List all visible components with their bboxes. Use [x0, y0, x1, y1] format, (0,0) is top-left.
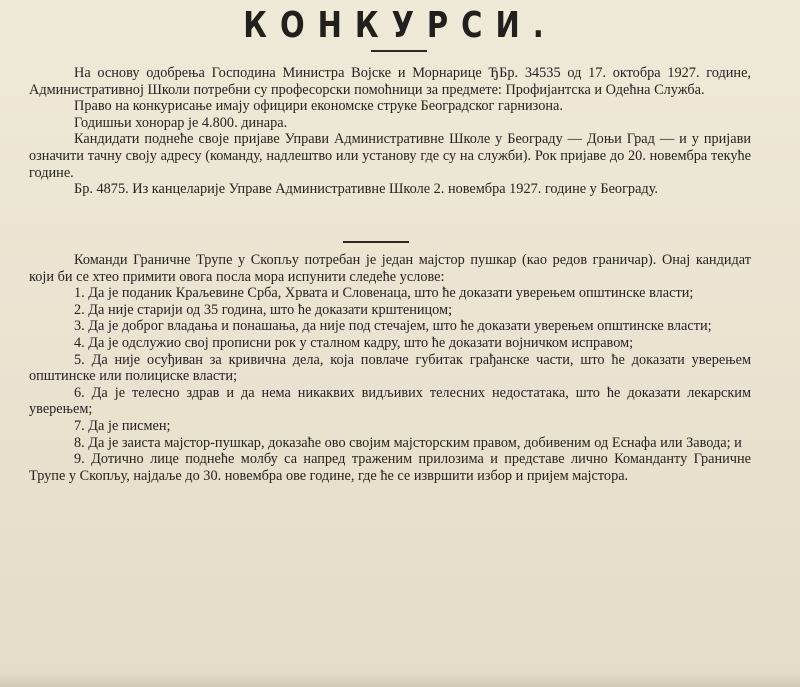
- condition-item: 3. Да је доброг владања и понашања, да није под стечајем, што ће доказати уверењем општинске власти;: [74, 318, 712, 335]
- page-title: КОНКУРСИ.: [243, 4, 557, 46]
- condition-item: 6. Да је телесно здрав и да нема никаквих видљивих телесних недостатака, што ће доказати лекарским уверењем;: [29, 384, 751, 418]
- paragraph: Бр. 4875. Из канцеларије Управе Административне Школе 2. новембра 1927. године у Београду.: [74, 181, 658, 198]
- condition-item: 9. Дотично лице поднеће молбу са напред траженим прилозима и представе лично Команданту Граничне Трупе у Скопљу, најдаље до 30. новембра ове године, где ће се извршити избор и пријем мајстора.: [29, 451, 751, 484]
- announcement-border-troop: [29, 252, 751, 484]
- paragraph: Право на конкурисање имају официри економске струке Београдског гарнизона.: [74, 98, 563, 115]
- condition-item: 4. Да је одслужио свој прописни рок у сталном кадру, што ће доказати војничком исправом;: [74, 334, 634, 351]
- condition-item: 8. Да је заиста мајстор-пушкар, доказаће ово својим мајсторским правом, добивеним од Еснафа или Завода; и: [74, 434, 742, 451]
- paragraph: На основу одобрења Господина Министра Војске и Морнарице ЂБр. 34535 од 17. oктобра 1927. године, Административној Школи потребни су професорски помоћници за предмете: Профијантска и Одећна Служба.: [29, 65, 751, 98]
- title-divider: [371, 50, 427, 52]
- paragraph: Команди Граничне Трупе у Скопљу потребан је један мајстор пушкар (као редов граничар). Онај кандидат који би се хтео примити овога посла мора испунити следеће услове:: [29, 252, 751, 285]
- condition-item: 5. Да није осуђиван за кривична дела, која повлаче губитак грађанске части, што ће доказати уверењем општинске или полициске власти;: [29, 351, 751, 385]
- page-edge-shadow: [0, 673, 800, 687]
- section-divider: [343, 241, 409, 243]
- paragraph: Годишњи хонорар је 4.800. динара.: [74, 114, 288, 131]
- condition-item: 2. Да није старији од 35 година, што ће доказати крштеницом;: [74, 301, 453, 318]
- condition-item: 1. Да је поданик Краљевине Срба, Хрвата и Словенаца, што ће доказати уверењем општинске власти;: [74, 285, 694, 302]
- announcement-administrative-school: [29, 65, 751, 198]
- paragraph: Кандидати поднеће своје пријаве Управи Административне Школе у Београду — Доњи Град — и у пријави означити тачну своју адресу (команду, надлештво или установу где су на служби). Рок пријаве до 20. новембра текуће године.: [29, 131, 751, 181]
- condition-item: 7. Да је писмен;: [74, 417, 171, 434]
